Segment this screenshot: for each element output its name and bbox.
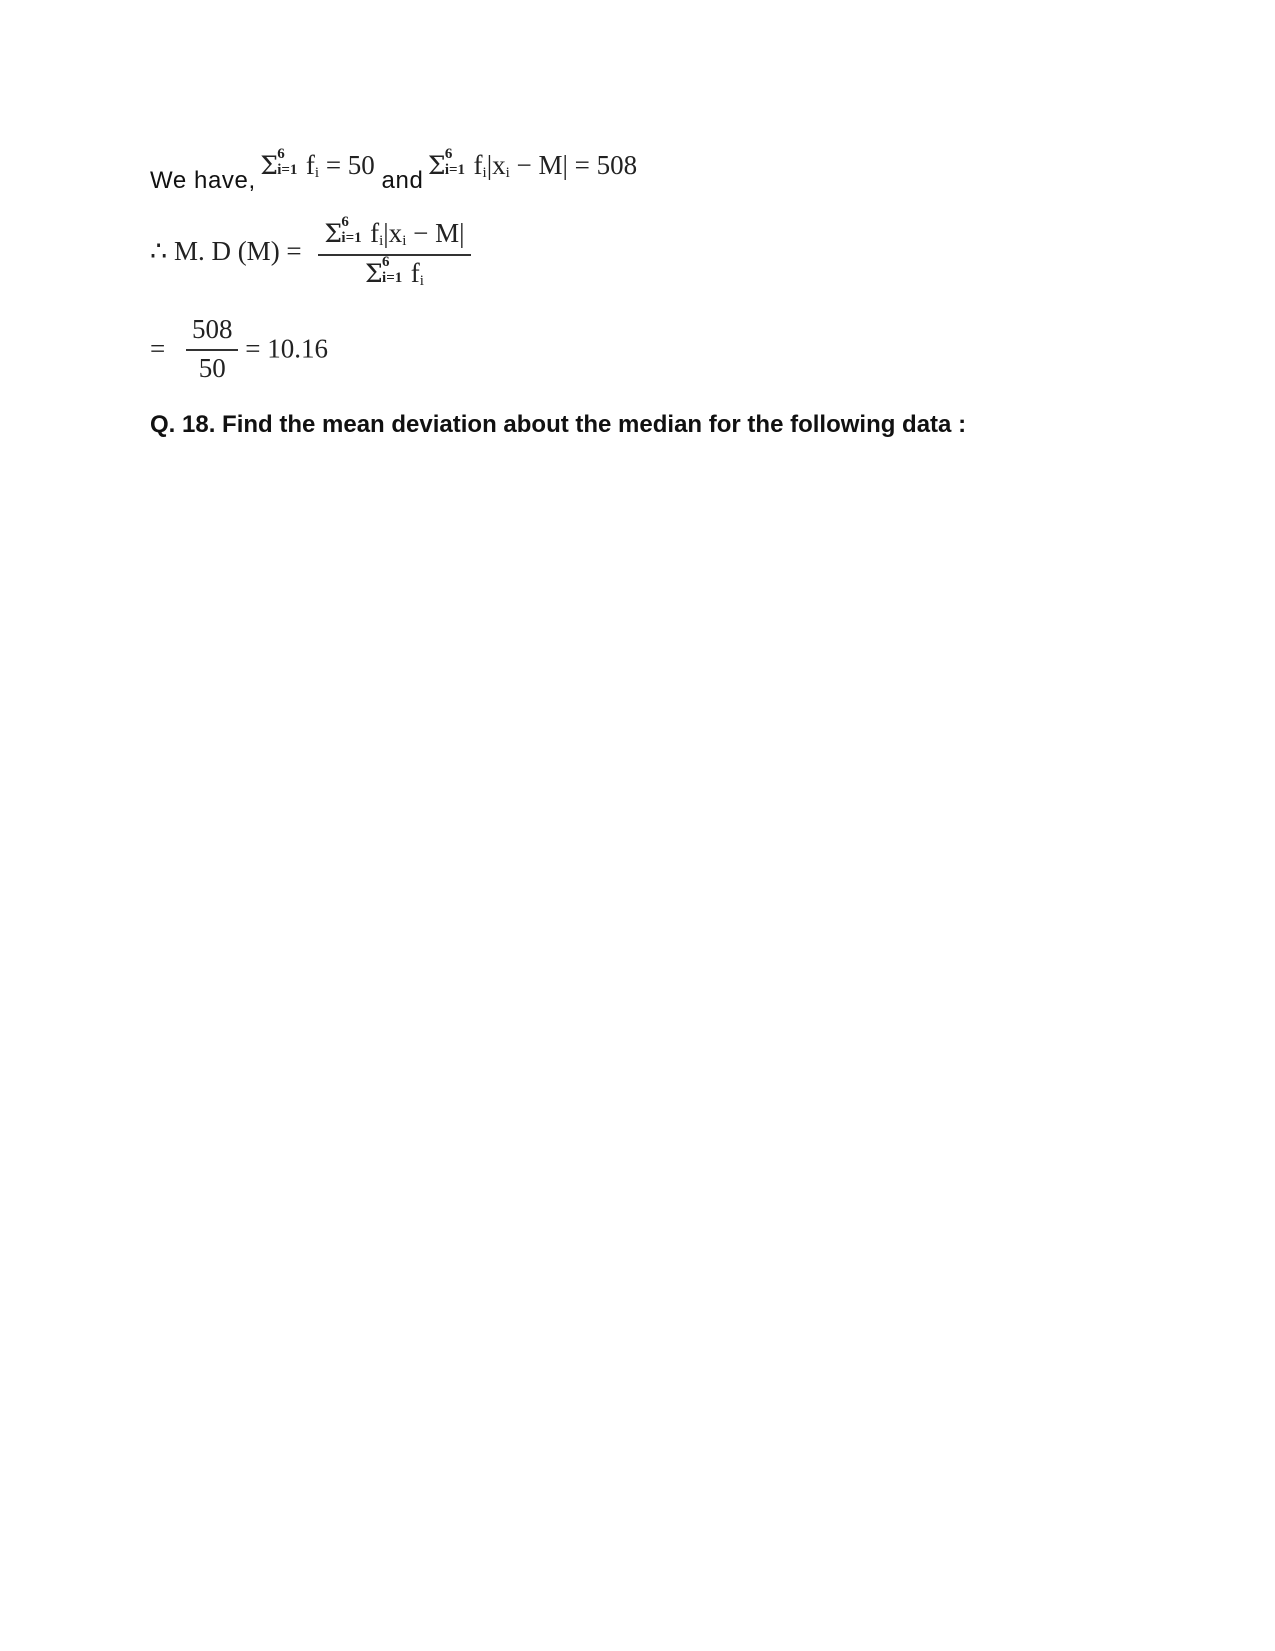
result-fraction bbox=[186, 314, 239, 384]
therefore-symbol: ∴ bbox=[150, 236, 168, 267]
we-have-text: We have, bbox=[150, 167, 256, 194]
summation-symbol: Σ 6 i=1 bbox=[365, 254, 403, 288]
result-value: = 10.16 bbox=[245, 333, 328, 364]
sum-frequency-expression: Σ 6 i=1 $f_i = 50$ bbox=[260, 146, 375, 181]
equals-sign: = bbox=[150, 333, 166, 364]
result-line bbox=[150, 314, 328, 384]
summation-symbol: Σ 6 i=1 bbox=[427, 146, 466, 180]
sum-frequency-value: = 50 bbox=[319, 150, 375, 180]
summation-symbol: Σ 6 i=1 bbox=[260, 146, 298, 180]
sum-deviation-expression: Σ 6 i=1 $f_i|x_i - M| = 508$ bbox=[427, 146, 638, 181]
mean-deviation-formula-line bbox=[150, 214, 471, 290]
mean-deviation-fraction bbox=[318, 214, 470, 290]
result-denominator: 50 bbox=[198, 353, 226, 383]
summation-symbol: Σ 6 i=1 bbox=[324, 214, 362, 248]
fraction-numerator: Σ 6 i=1 $f_i|x_i - M|$ bbox=[318, 218, 470, 256]
result-numerator: 508 bbox=[186, 314, 239, 351]
sum-deviation-value: − M| = 508 bbox=[509, 150, 638, 180]
sum-statement-line bbox=[150, 146, 638, 194]
and-text: and bbox=[381, 167, 424, 194]
fraction-denominator: Σ 6 i=1 $f_i$ bbox=[365, 254, 424, 289]
question-heading: Q. 18. Find the mean deviation about the median for the following data : bbox=[150, 411, 967, 438]
mean-deviation-label: M. D (M) = bbox=[167, 236, 309, 267]
